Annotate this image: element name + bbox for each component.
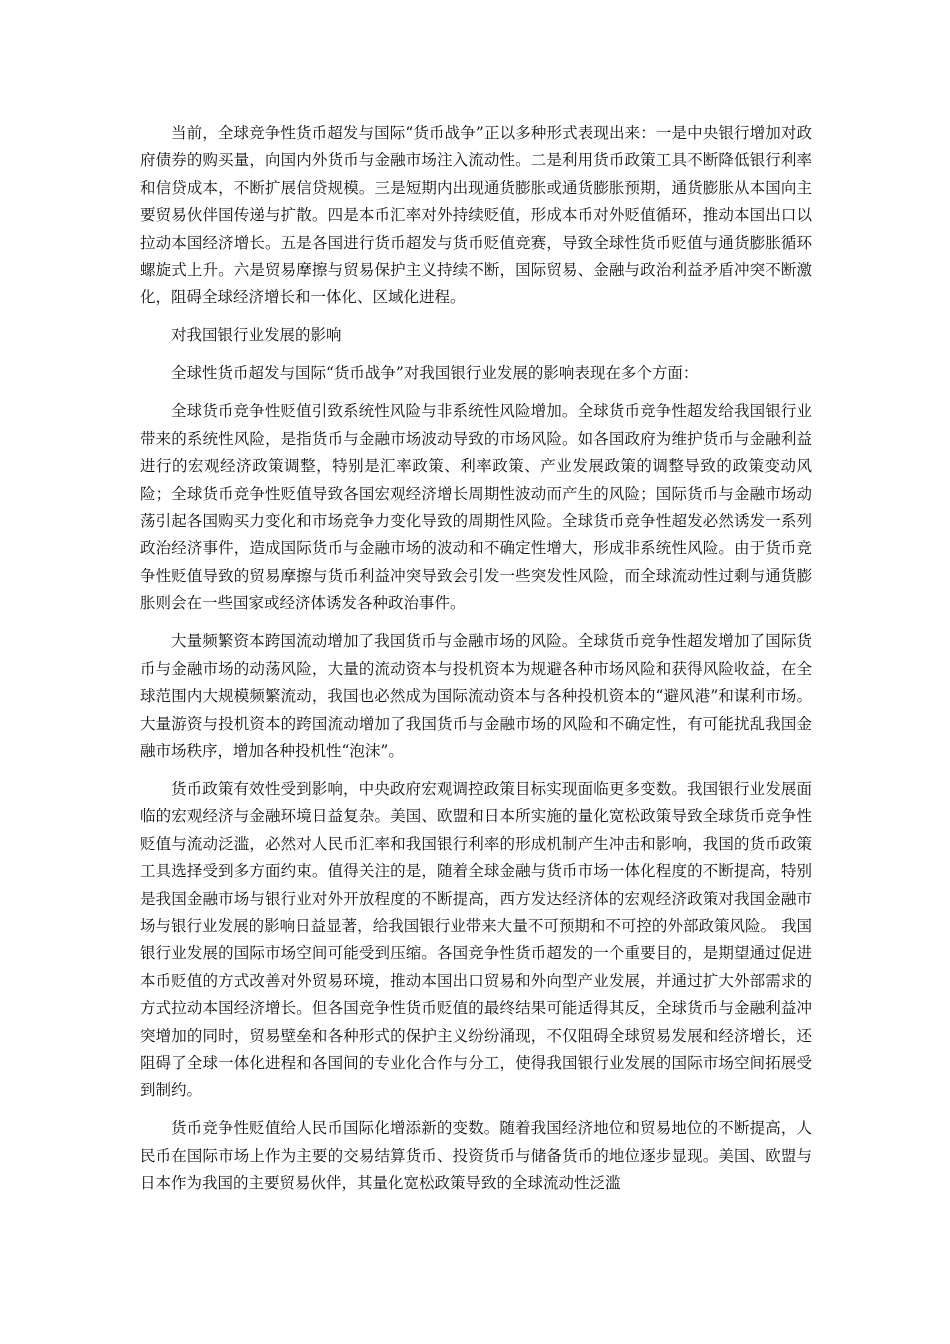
paragraph-systemic-risk: 全球货币竞争性贬值引致系统性风险与非系统性风险增加。全球货币竞争性超发给我国银行业带来的系统性风险，是指货币与金融市场波动导致的市场风险。如各国政府为维护货币与金融利益进行的宏观经济政策调整，特别是汇率政策、利率政策、产业发展政策的调整导致的政策变动风险；全球货币竞争性贬值导致各国宏观经济增长周期性波动而产生的风险；国际货币与金融市场动荡引起各国购买力变化和市场竞争力变化导致的周期性风险。全球货币竞争性超发必然诱发一系列政治经济事件，造成国际货币与金融市场的波动和不确定性增大，形成非系统性风险。由于货币竞争性贬值导致的贸易摩擦与货币利益冲突导致会引发一些突发性风险，而全球流动性过剩与通货膨胀则会在一些国家或经济体诱发各种政治事件。 — [140, 402, 812, 613]
document-page — [140, 120, 812, 1208]
paragraph-monetary-policy: 货币政策有效性受到影响，中央政府宏观调控政策目标实现面临更多变数。我国银行业发展面临的宏观经济与金融环境日益复杂。美国、欧盟和日本所实施的量化宽松政策导致全球货币竞争性贬值与流动泛滥，必然对人民币汇率和我国银行利率的形成机制产生冲击和影响，我国的货币政策工具选择受到多方面约束。值得关注的是，随着全球金融与货币市场一体化程度的不断提高，特别是我国金融市场与银行业对外开放程度的不断提高，西方发达经济体的宏观经济政策对我国金融市场与银行业发展的影响日益显著，给我国银行业带来大量不可预期和不可控的外部政策风险。 我国银行业发展的国际市场空间可能受到压缩。各国竞争性货币超发的一个重要目的，是期望通过促进本币贬值的方式改善对外贸易环境，推动本国出口贸易和外向型产业发展，并通过扩大外部需求的方式拉动本国经济增长。但各国竞争性货币贬值的最终结果可能适得其反，全球货币与金融利益冲突增加的同时，贸易壁垒和各种形式的保护主义纷纷涌现，不仅阻碍全球贸易发展和经济增长，还阻碍了全球一体化进程和各国间的专业化合作与分工，使得我国银行业发展的国际市场空间拓展受到制约。 — [140, 779, 812, 1100]
paragraph-rmb-internationalization: 货币竞争性贬值给人民币国际化增添新的变数。随着我国经济地位和贸易地位的不断提高，人民币在国际市场上作为主要的交易结算货币、投资货币与储备货币的地位逐步显现。美国、欧盟与日本作为我国的主要贸易伙伴，其量化宽松政策导致的全球流动性泛滥 — [140, 1119, 812, 1193]
paragraph-capital-flows: 大量频繁资本跨国流动增加了我国货币与金融市场的风险。全球货币竞争性超发增加了国际货币与金融市场的动荡风险，大量的流动资本与投机资本为规避各种市场风险和获得风险收益，在全球范围内大规模频繁流动，我国也必然成为国际流动资本与各种投机资本的“避风港”和谋利市场。大量游资与投机资本的跨国流动增加了我国货币与金融市场的风险和不确定性，有可能扰乱我国金融市场秩序，增加各种投机性“泡沫”。 — [140, 632, 812, 760]
section-heading: 对我国银行业发展的影响 — [171, 326, 342, 345]
paragraph-intro: 全球性货币超发与国际“货币战争”对我国银行业发展的影响表现在多个方面： — [171, 364, 699, 383]
paragraph-currency-war-forms: 当前，全球竞争性货币超发与国际“货币战争”正以多种形式表现出来：一是中央银行增加对政府债券的购买量，向国内外货币与金融市场注入流动性。二是利用货币政策工具不断降低银行利率和信贷成本，不断扩展信贷规模。三是短期内出现通货膨胀或通货膨胀预期，通货膨胀从本国向主要贸易伙伴国传递与扩散。四是本币汇率对外持续贬值，形成本币对外贬值循环，推动本国出口以拉动本国经济增长。五是各国进行货币超发与货币贬值竞赛，导致全球性货币贬值与通货膨胀循环螺旋式上升。六是贸易摩擦与贸易保护主义持续不断，国际贸易、金融与政治利益矛盾冲突不断激化，阻碍全球经济增长和一体化、区域化进程。 — [140, 124, 812, 307]
